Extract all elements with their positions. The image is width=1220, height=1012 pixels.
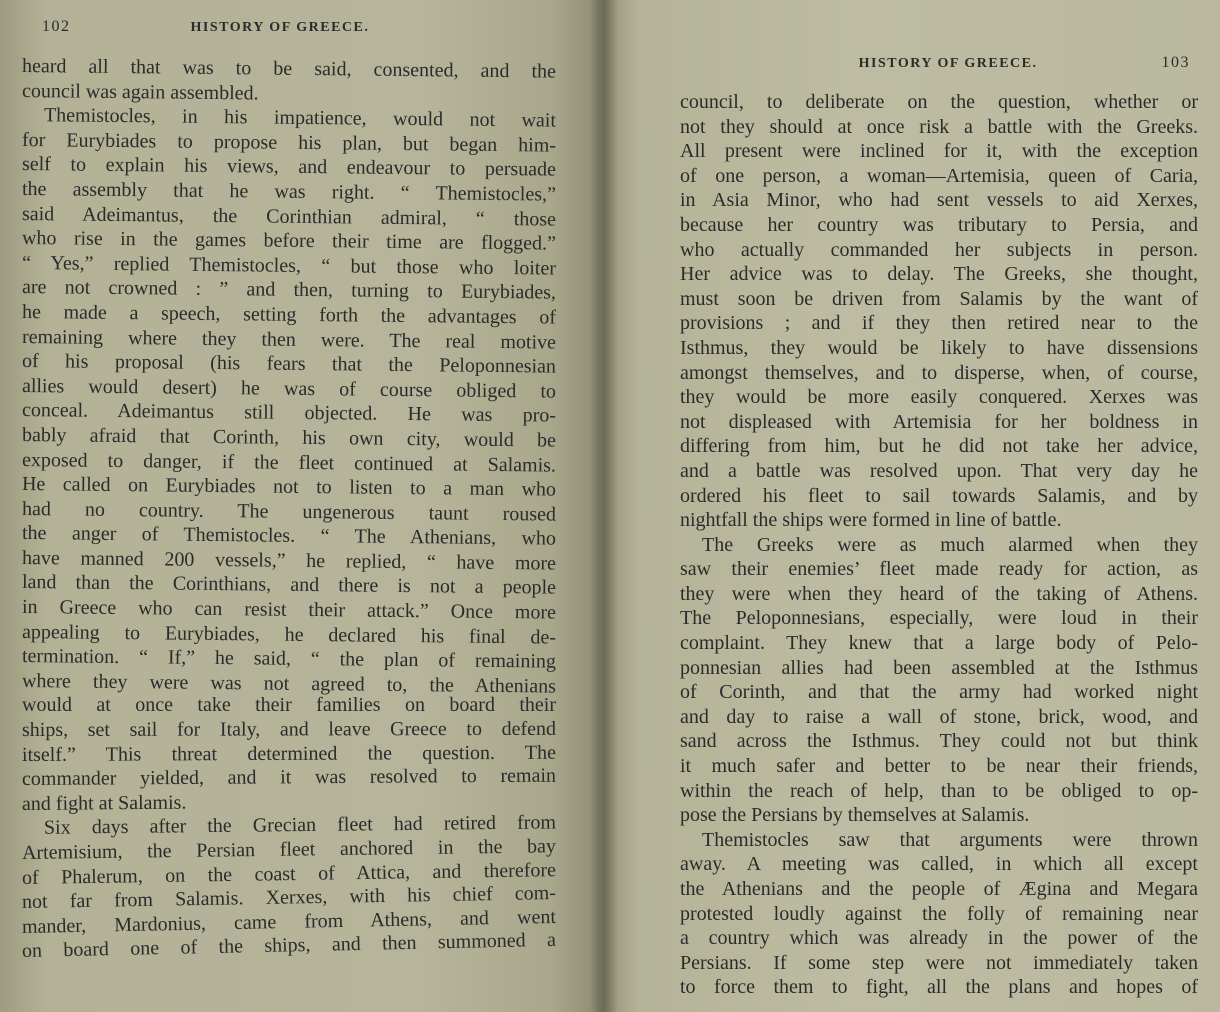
text-line: conceal. Adeimantus still objected. He was pro- [21,399,557,427]
book-gutter [590,0,618,1012]
text-line: they would be more easily conquered. Xerxes was [680,386,1198,409]
text-line: and fight at Salamis. [21,791,187,815]
text-line: appealing to Eurybiades, he declared his final de- [21,620,557,649]
text-line: complaint. They knew that a large body of Pelo- [680,632,1198,655]
text-line: of Corinth, and that the army had worked night [680,681,1198,704]
right-page [600,0,1220,1012]
text-line: of his proposal (his fears that the Peloponnesian [21,350,557,378]
text-line: Persians. If some step were not immediately taken [680,951,1198,974]
text-line: mander, Mardonius, came from Athens, and went [21,905,557,938]
text-line: are not crowned : ” and then, turning to Eurybiades, [21,276,557,304]
text-line: heard all that was to be said, consented, and the [21,55,557,83]
text-line: protested loudly against the folly of remaining near [680,902,1198,925]
text-line: ponnesian allies had been assembled at the Isthmus [680,656,1198,679]
text-line: exposed to danger, if the fleet continued at Salamis. [21,448,557,477]
text-line: have manned 200 vessels,” he replied, “ have more [21,546,557,575]
text-line: not they should at once risk a battle with the Greeks. [680,115,1198,138]
text-line: allies would desert) he was of course obliged to [21,374,557,403]
text-line: to force them to fight, all the plans and hopes of [680,976,1198,999]
left-running-head: HISTORY OF GREECE. [190,20,370,35]
text-line: a country which was already in the power of the [680,927,1198,950]
text-line: council was again assembled. [21,79,259,105]
text-line: The Peloponnesians, especially, were loud in their [680,607,1198,630]
text-line: Isthmus, they would be likely to have dissensions [680,336,1198,359]
left-page-text [22,54,556,964]
text-line: of Phalerum, on the coast of Attica, and therefore [21,858,557,889]
text-line: “ Yes,” replied Themistocles, “ but those who loiter [21,251,557,280]
text-line: remaining where they then were. The real motive [21,325,557,354]
text-line: they were when they heard of the taking of Athens. [680,582,1198,605]
text-line: Artemisium, the Persian fleet anchored in the bay [21,835,557,864]
text-line: and day to raise a wall of stone, brick, wood, and [680,705,1198,728]
text-line: Six days after the Grecian fleet had retired from [43,811,557,840]
text-line: itself.” This threat determined the question. The [21,741,557,766]
left-page-number: 102 [42,18,71,35]
left-page [0,0,600,1012]
right-page-number: 103 [1161,54,1190,71]
text-line: provisions ; and if they then retired near to the [680,312,1198,335]
text-line: in Asia Minor, who had sent vessels to aid Xerxes, [680,189,1198,212]
text-line: said Adeimantus, the Corinthian admiral, “ those [21,202,557,231]
text-line: must soon be driven from Salamis by the want of [680,287,1198,310]
text-line: he made a speech, setting forth the advantages of [21,300,557,329]
text-line: and a battle was resolved upon. That very day he [680,459,1198,482]
text-line: council, to deliberate on the question, whether or [680,91,1198,113]
text-line: on board one of the ships, and then summoned a [21,929,557,963]
text-line: termination. “ If,” he said, “ the plan of remaining [21,645,557,673]
text-line: would at once take their families on board their [22,694,556,717]
text-line: who actually commanded her subjects in person. [680,238,1198,261]
text-line: away. A meeting was called, in which all except [680,853,1198,876]
text-line: ships, set sail for Italy, and leave Greece to defend [21,717,557,742]
text-line: within the reach of help, than to be obliged to op- [680,779,1198,802]
text-line: Themistocles saw that arguments were thrown [702,828,1198,851]
text-line: because her country was tributary to Persia, and [680,213,1198,236]
text-line: amongst themselves, and to disperse, when, of course, [680,361,1198,384]
text-line: differing from him, but he did not take her advice, [680,435,1198,458]
text-line: Her advice was to delay. The Greeks, she thought, [680,263,1198,286]
text-line: nightfall the ships were formed in line of battle. [680,509,1062,532]
text-line: had no country. The ungenerous taunt roused [21,497,557,526]
text-line: commander yielded, and it was resolved to remain [21,764,557,791]
text-line: it much safer and better to be near their friends, [680,755,1198,778]
text-line: sand across the Isthmus. They could not but think [680,730,1198,753]
right-running-head: HISTORY OF GREECE. [858,56,1038,71]
text-line: the Athenians and the people of Ægina and Megara [680,878,1198,900]
text-line: the anger of Themistocles. “ The Athenians, who [21,522,557,550]
text-line: in Greece who can resist their attack.” Once more [21,596,557,624]
text-line: who rise in the games before their time are flogged.” [21,227,557,255]
text-line: bably afraid that Corinth, his own city, would be [21,423,557,452]
text-line: pose the Persians by themselves at Salamis. [680,804,1030,827]
text-line: saw their enemies’ fleet made ready for action, as [680,558,1198,581]
text-line: not displeased with Artemisia for her boldness in [680,410,1198,433]
text-line: not far from Salamis. Xerxes, with his chief com- [21,882,557,914]
text-line: for Eurybiades to propose his plan, but began him- [21,128,557,157]
text-line: ordered his fleet to sail towards Salamis, and by [680,484,1198,507]
right-page-text [680,90,1198,1000]
right-page-header [680,54,1198,72]
text-line: land than the Corinthians, and there is not a people [21,571,557,600]
left-page-header [42,18,556,36]
text-line: The Greeks were as much alarmed when they [702,533,1198,556]
text-line: He called on Eurybiades not to listen to a man who [21,473,557,501]
text-line: All present were inclined for it, with the exception [680,140,1198,163]
text-line: Themistocles, in his impatience, would not wait [43,104,557,132]
text-line: the assembly that he was right. “ Themistocles,” [21,177,557,206]
text-line: of one person, a woman—Artemisia, queen of Caria, [680,164,1198,187]
text-line: self to explain his views, and endeavour to persuade [21,153,557,181]
text-line: where they were was not agreed to, the Athenians [21,669,557,698]
